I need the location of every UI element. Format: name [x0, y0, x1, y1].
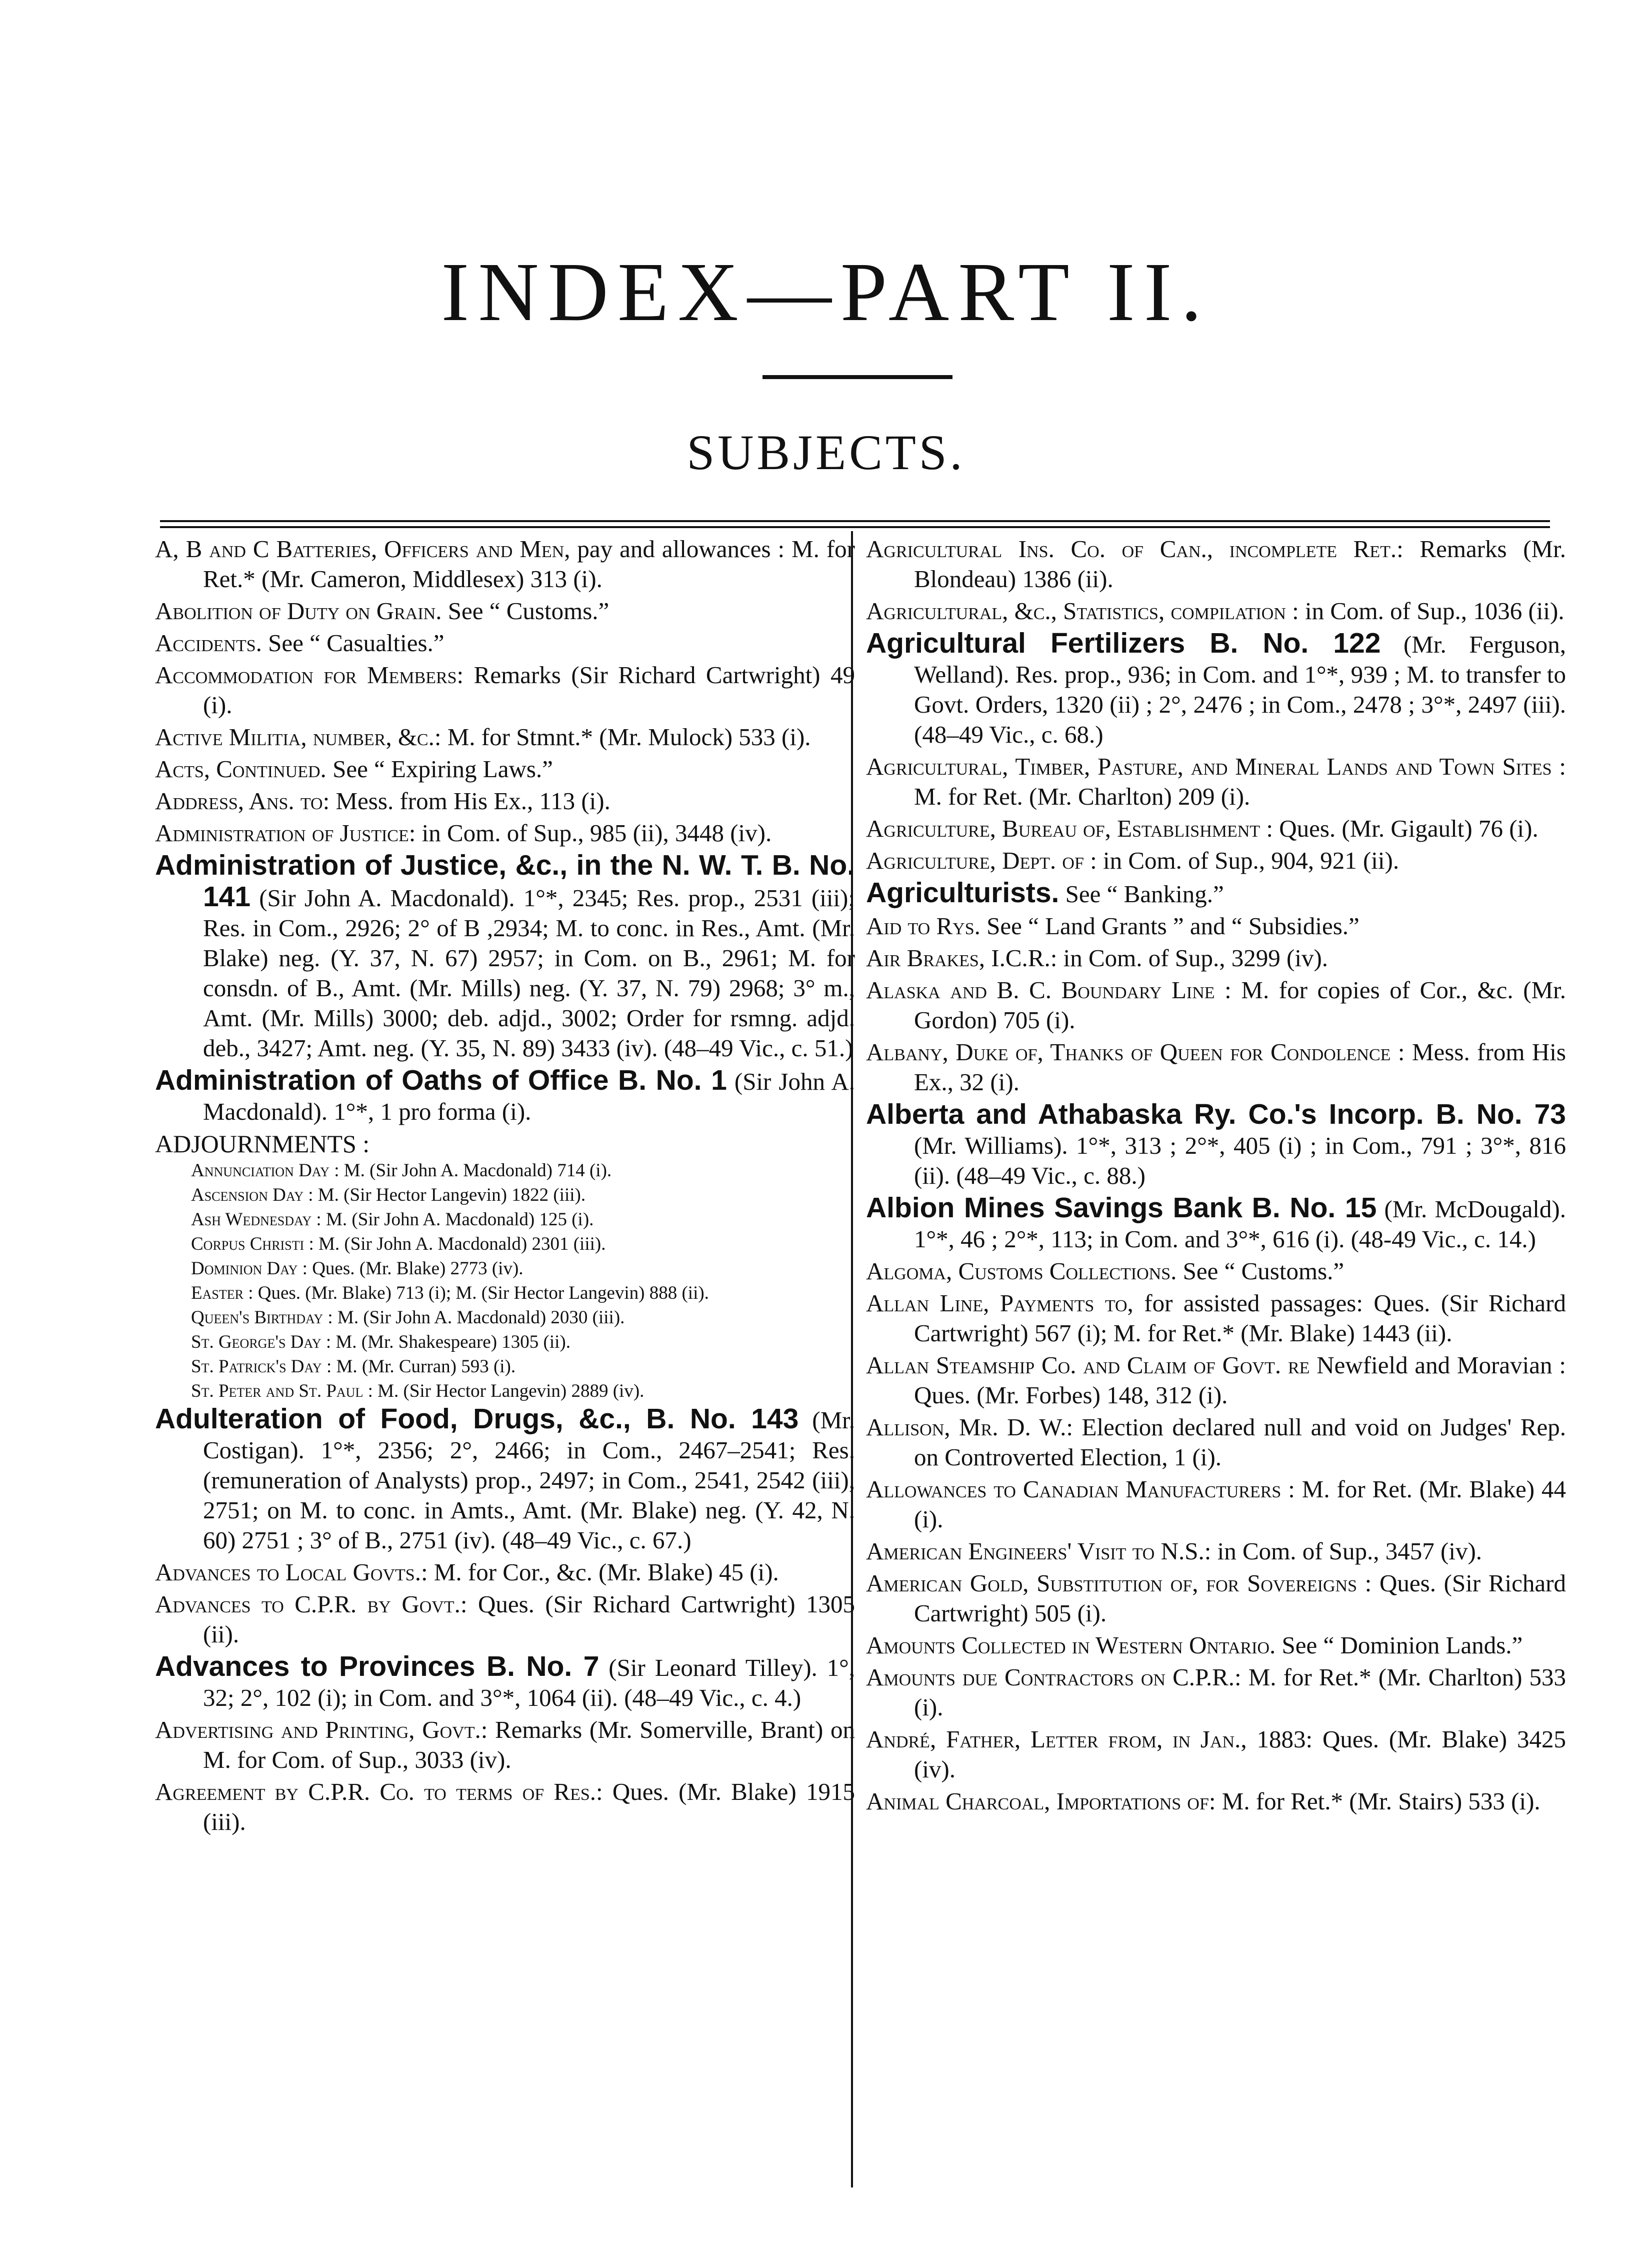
entry-heading: Allan Line, Payments to, [866, 1289, 1134, 1317]
entry-text: in Com. of Sup., 985 (ii), 3448 (iv). [416, 819, 772, 847]
entry-text: Ques. (Sir Richard Cartwright) 505 (i). [914, 1569, 1566, 1627]
entry-text: Mess. from His Ex., 113 (i). [330, 787, 610, 815]
page-title: INDEX—PART II. [441, 246, 1211, 339]
index-entry [866, 1412, 1566, 1472]
adjournment-item [155, 1379, 855, 1403]
entry-heading: Albion Mines Savings Bank B. No. 15 [866, 1192, 1377, 1224]
entry-heading: Agricultural, Timber, Pasture, and Mineral Lands and Town Sites : [866, 753, 1566, 780]
entry-heading: Agriculture, Bureau of, Establishment : [866, 815, 1273, 842]
entry-text: See “ Land Grants ” and “ Subsidies.” [980, 912, 1360, 940]
entry-heading: Agreement by C.P.R. Co. to terms of Res.: [155, 1778, 603, 1805]
entry-text: (Mr. Costigan). 1°*, 2356; 2°, 2466; in Com., 2467–2541; Res. (remuneration of Analysts) prop., 2497; in Com., 2541, 2542 (iii), 2751; on M. to conc. in Amts., Amt. (Mr. Blake) neg. (Y. 42, N. 60) 2751 ; 3° of B., 2751 (iv). (48–49 Vic., c. 67.) [203, 1406, 855, 1554]
entry-heading: Address, Ans. to: [155, 787, 330, 815]
index-entry [155, 1065, 855, 1127]
adjournment-item [155, 1183, 855, 1207]
adjournment-heading: Ascension Day : [191, 1185, 314, 1205]
entry-text: See “ Banking.” [1059, 880, 1224, 908]
entry-heading: Allowances to Canadian Manufacturers : [866, 1475, 1295, 1503]
adjournment-item [155, 1281, 855, 1305]
adjournment-item [155, 1306, 855, 1329]
entry-heading: Accidents. [155, 629, 262, 657]
index-entry [866, 1256, 1566, 1286]
adjournment-heading: Dominion Day : [191, 1258, 308, 1279]
entry-text: M. for copies of Cor., &c. (Mr. Gordon) 705 (i). [914, 976, 1566, 1034]
entry-heading: Animal Charcoal, Importations of: [866, 1787, 1216, 1815]
entry-heading: Advertising and Printing, Govt.: [155, 1716, 488, 1743]
index-entry [155, 1589, 855, 1649]
index-entry [155, 534, 855, 594]
entry-heading: Allison, Mr. D. W.: [866, 1413, 1073, 1441]
top-rule-second [160, 526, 1550, 528]
entry-text: in Com. of Sup., 904, 921 (ii). [1096, 847, 1400, 874]
entry-text: See “ Dominion Lands.” [1276, 1631, 1523, 1659]
index-entry [866, 1568, 1566, 1628]
entry-heading: Amounts Collected in Western Ontario. [866, 1631, 1276, 1659]
entry-text: Mess. from His Ex., 32 (i). [914, 1038, 1566, 1096]
adjournment-heading: Annunciation Day : [191, 1160, 340, 1181]
entry-text: Ques. (Mr. Blake) 1915 (iii). [203, 1778, 855, 1835]
entry-text: Ques. (Sir Richard Cartwright) 1305 (ii). [203, 1590, 855, 1648]
index-entry [866, 1474, 1566, 1534]
index-entry [155, 850, 855, 1063]
index-entry [155, 1651, 855, 1713]
entry-heading: Advances to Provinces B. No. 7 [155, 1650, 600, 1682]
adjournment-item [155, 1159, 855, 1182]
entry-text: (Sir Leonard Tilley). 1°, 32; 2°, 102 (i); in Com. and 3°*, 1064 (ii). (48–49 Vic., c. 4.) [203, 1654, 856, 1711]
entry-text: (Mr. McDougald). 1°*, 46 ; 2°*, 113; in Com. and 3°*, 616 (i). (48-49 Vic., c. 14.) [914, 1195, 1566, 1253]
adjournment-item [155, 1208, 855, 1231]
entry-heading: Acts, Continued. [155, 755, 326, 783]
adjournment-heading: Corpus Christi : [191, 1234, 314, 1254]
index-entry [155, 660, 855, 720]
adjournment-text: M. (Sir Hector Langevin) 2889 (iv). [372, 1381, 644, 1401]
adjournment-item [155, 1232, 855, 1256]
entry-text: (Mr. Ferguson, Welland). Res. prop., 936; in Com. and 1°*, 939 ; M. to transfer to Govt. Orders, 1320 (ii) ; 2°, 2476 ; in Com., 2478 ; 3°*, 2497 (iii). (48–49 Vic., c. 68.) [914, 631, 1566, 748]
entry-heading: Algoma, Customs Collections. [866, 1257, 1177, 1285]
entry-text: M. for Cor., &c. (Mr. Blake) 45 (i). [428, 1558, 779, 1586]
adjournment-item [155, 1355, 855, 1378]
adjournment-text: Ques. (Mr. Blake) 2773 (iv). [307, 1258, 524, 1279]
entry-text: M. for Stmnt.* (Mr. Mulock) 533 (i). [441, 723, 811, 751]
adjournment-heading: St. George's Day : [191, 1332, 332, 1352]
index-entry [866, 1662, 1566, 1722]
index-entry [155, 754, 855, 784]
entry-text: See “ Customs.” [442, 597, 610, 625]
index-entry [866, 878, 1566, 909]
adjournments-heading: ADJOURNMENTS : [155, 1130, 370, 1158]
left-column [155, 534, 855, 1839]
adjournment-heading: Queen's Birthday : [191, 1307, 333, 1328]
entry-text: Remarks (Mr. Blondeau) 1386 (ii). [914, 535, 1566, 593]
entry-text: Newfield and Moravian : Ques. (Mr. Forbes) 148, 312 (i). [914, 1351, 1566, 1409]
title-rule [762, 375, 952, 379]
adjournment-item [155, 1257, 855, 1280]
entry-text: See “ Expiring Laws.” [326, 755, 553, 783]
index-entry [866, 1630, 1566, 1660]
entry-heading: Administration of Justice, &c., in the N. W. T. B. No. 141 [155, 849, 855, 913]
entry-heading: Adulteration of Food, Drugs, &c., B. No. 143 [155, 1403, 799, 1435]
entry-heading: André, Father, Letter from, in Jan., 1883: [866, 1725, 1313, 1753]
index-entry [866, 846, 1566, 876]
adjournment-text: M. (Mr. Shakespeare) 1305 (ii). [331, 1332, 570, 1352]
index-entry [866, 628, 1566, 750]
entry-text: in Com. of Sup., 3299 (iv). [1057, 944, 1328, 972]
entry-text: M. for Ret. (Mr. Blake) 44 (i). [914, 1475, 1566, 1533]
entry-text: (Sir John A. Macdonald). 1°*, 2345; Res. prop., 2531 (iii); Res. in Com., 2926; 2° of B ,2934; M. to conc. in Res., Amt. (Mr. Blake) neg. (Y. 37, N. 67) 2957; in Com. on B., 2961; M. for consdn. of B., Amt. (Mr. Mills) neg. (Y. 37, N. 79) 2968; 3° m., Amt. (Mr. Mills) 3000; deb. adjd., 3002; Order for rsmng. adjd. deb., 3427; Amt. neg. (Y. 35, N. 89) 3433 (iv). (48–49 Vic., c. 51.) [203, 884, 855, 1062]
adjournment-heading: Ash Wednesday : [191, 1209, 322, 1230]
entry-heading: Agricultural, &c., Statistics, compilation : [866, 597, 1299, 625]
entry-heading: Agriculturists. [866, 877, 1060, 909]
index-entry [866, 1350, 1566, 1410]
entry-text: M. for Ret.* (Mr. Charlton) 533 (i). [914, 1663, 1566, 1721]
index-entry [866, 1786, 1566, 1816]
index-entry [866, 943, 1566, 973]
index-entry [866, 1288, 1566, 1348]
right-column [866, 534, 1566, 1818]
entry-heading: Agriculture, Dept. of : [866, 847, 1097, 874]
index-entry [155, 1404, 855, 1555]
index-entry [866, 1037, 1566, 1097]
entry-text: Remarks (Mr. Somerville, Brant) on M. for Com. of Sup., 3033 (iv). [203, 1716, 855, 1773]
adjournment-heading: St. Patrick's Day : [191, 1356, 332, 1377]
adjournment-text: M. (Sir Hector Langevin) 1822 (iii). [313, 1185, 586, 1205]
index-entry [155, 628, 855, 658]
index-entry [866, 911, 1566, 941]
page-subtitle: SUBJECTS. [686, 425, 966, 480]
entry-text: in Com. of Sup., 3457 (iv). [1211, 1537, 1482, 1565]
entry-heading: Abolition of Duty on Grain. [155, 597, 442, 625]
entry-text: M. for Ret.* (Mr. Stairs) 533 (i). [1216, 1787, 1540, 1815]
index-entry [866, 1193, 1566, 1254]
entry-heading: Alaska and B. C. Boundary Line : [866, 976, 1232, 1004]
entry-heading: Advances to C.P.R. by Govt.: [155, 1590, 468, 1618]
index-entry [866, 1099, 1566, 1191]
entry-heading: Aid to Rys. [866, 912, 980, 940]
adjournment-item [155, 1330, 855, 1354]
entry-heading: Administration of Justice: [155, 819, 416, 847]
index-entry [866, 975, 1566, 1035]
entry-heading: Administration of Oaths of Office B. No. 1 [155, 1064, 727, 1096]
index-entry [866, 814, 1566, 844]
adjournment-text: M. (Sir John A. Macdonald) 2030 (iii). [332, 1307, 625, 1328]
entry-text: Ques. (Mr. Gigault) 76 (i). [1272, 815, 1538, 842]
entry-heading: American Gold, Substitution of, for Sovereigns : [866, 1569, 1372, 1597]
adjournment-text: M. (Sir John A. Macdonald) 2301 (iii). [314, 1234, 606, 1254]
entry-text: pay and allowances : M. for Ret.* (Mr. Cameron, Middlesex) 313 (i). [203, 535, 855, 593]
index-entry [866, 534, 1566, 594]
entry-text: for assisted passages: Ques. (Sir Richard Cartwright) 567 (i); M. for Ret.* (Mr. Blake) 1443 (ii). [914, 1289, 1566, 1347]
entry-heading: Air Brakes, I.C.R.: [866, 944, 1058, 972]
entry-heading: American Engineers' Visit to N.S.: [866, 1537, 1212, 1565]
index-entry [155, 1557, 855, 1587]
index-entry [155, 1777, 855, 1837]
adjournment-text: M. (Sir John A. Macdonald) 125 (i). [321, 1209, 594, 1230]
adjournment-text: M. (Mr. Curran) 593 (i). [332, 1356, 516, 1377]
adjournment-heading: Easter : [191, 1283, 254, 1303]
index-entry [866, 1536, 1566, 1566]
entry-heading: Accommodation for Members: [155, 661, 464, 689]
entry-text: in Com. of Sup., 1036 (ii). [1298, 597, 1564, 625]
index-entry [155, 596, 855, 626]
index-entry [866, 752, 1566, 812]
adjournment-heading: St. Peter and St. Paul : [191, 1381, 373, 1401]
entry-heading: Advances to Local Govts.: [155, 1558, 428, 1586]
index-entry [155, 1715, 855, 1775]
entry-heading: Alberta and Athabaska Ry. Co.'s Incorp. B. No. 73 [866, 1098, 1566, 1130]
index-entry [155, 786, 855, 816]
entry-text: Election declared null and void on Judges' Rep. on Controverted Election, 1 (i). [914, 1413, 1566, 1471]
entry-text: See “ Casualties.” [262, 629, 444, 657]
entry-text: Ques. (Mr. Blake) 3425 (iv). [914, 1725, 1566, 1783]
entry-text: (Sir John A. Macdonald). 1°*, 1 pro forma (i). [203, 1068, 855, 1125]
entry-heading: A, B and C Batteries, Officers and Men, [155, 535, 570, 563]
entry-text: See “ Customs.” [1176, 1257, 1344, 1285]
entry-text: (Mr. Williams). 1°*, 313 ; 2°*, 405 (i) ; in Com., 791 ; 3°*, 816 (ii). (48–49 Vic., c. 88.) [914, 1132, 1566, 1189]
entry-heading: Agricultural Ins. Co. of Can., incomplete Ret.: [866, 535, 1404, 563]
index-entry [866, 596, 1566, 626]
entry-text: Remarks (Sir Richard Cartwright) 49 (i). [203, 661, 855, 719]
adjournment-text: Ques. (Mr. Blake) 713 (i); M. (Sir Hector Langevin) 888 (ii). [253, 1283, 709, 1303]
index-entry [866, 1724, 1566, 1784]
entry-text: M. for Ret. (Mr. Charlton) 209 (i). [914, 783, 1250, 810]
entry-heading: Amounts due Contractors on C.P.R.: [866, 1663, 1242, 1691]
entry-heading: Agricultural Fertilizers B. No. 122 [866, 627, 1381, 659]
top-rule [160, 520, 1550, 522]
entry-heading: Active Militia, number, &c.: [155, 723, 442, 751]
index-entry [155, 722, 855, 752]
entry-heading: Allan Steamship Co. and Claim of Govt. re [866, 1351, 1310, 1379]
entry-heading: Albany, Duke of, Thanks of Queen for Condolence : [866, 1038, 1405, 1066]
index-entry [155, 818, 855, 848]
adjournment-text: M. (Sir John A. Macdonald) 714 (i). [339, 1160, 612, 1181]
